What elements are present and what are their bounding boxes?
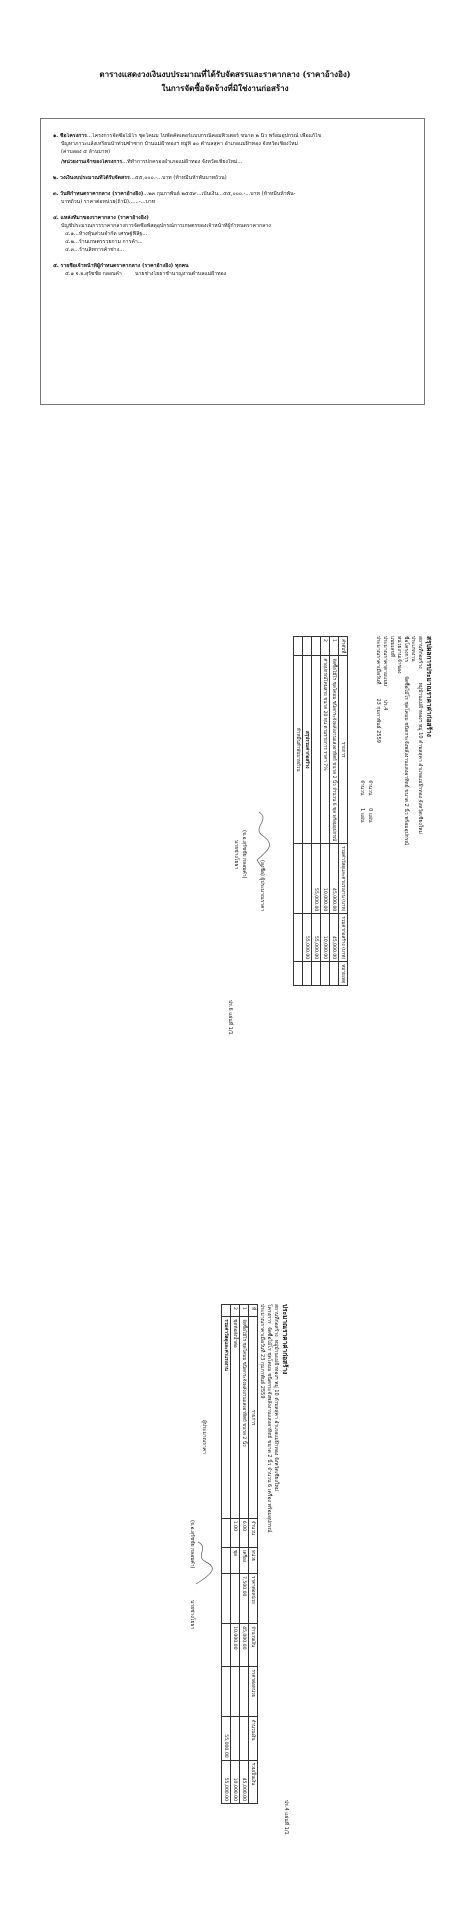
summary-field-value: 23 กุมภาพันธ์ 2559: [375, 698, 381, 743]
col-no: ลำดับที่: [339, 637, 348, 656]
page3-rotated: [182, 1300, 292, 1860]
estimate-table: [221, 1304, 258, 1804]
item1-text: ...โครงการจัดซื้อไม้โร ชุดโคมม ไบพัดคัตเตอร์แบบกรณีคอมพิวเตอร์ ขนาด ๒ นิ้ว พร้อมอุปกรณ์ เพื่อแก้ไข: [86, 133, 322, 139]
project-info-box: [40, 118, 425, 405]
summary-field-label: หน่วยงานเจ้าของ: [396, 636, 402, 674]
item4-3: ๔.๓...ร้านลิทการค้าช่าง...: [65, 247, 125, 253]
agency-label: /หน่วยงานเจ้าของโครงการ: [61, 159, 123, 165]
summary-table: [293, 636, 348, 986]
place-row: สถานที่ก่อสร้าง หมู่บ้านแม่ฝ้าทองฯ หมู่ 10 ตำบลสุคา อำเภอแม่ฝ้าทอง จังหวัดเชียงใหม่: [273, 1304, 279, 1492]
summary-field-value: จัดซื้อไม้โร ชุดโคมม ชนิดกระจังพลังงานแสงอาทิตย์ ขนาด 2 นิ้ว พร้อมอุปกรณ์: [403, 676, 409, 846]
summary-field-value: ปร.4: [382, 699, 388, 711]
summary-field: [402, 636, 410, 845]
estimate-signer-title: นายช่างโยธา: [189, 1600, 195, 1630]
item3-text: ...๒๓ กุมภาพันธ์ ๒๕๕๙...เป็นเงิน...๕๕,๐๐๐.-...บาท (ห้าหมื่นห้าพัน-: [143, 191, 296, 197]
item1-label: ๑. ชื่อโครงการ: [53, 133, 87, 139]
summary-field: [388, 636, 396, 671]
page3-number: ปร.4 แผ่นที่ 1/1: [283, 1800, 289, 1835]
col-note: หมายเหตุ: [339, 962, 348, 986]
agency-row: [61, 159, 414, 166]
summary-field: [374, 636, 382, 743]
summary-field-label: ประมาณราคาตามแบบ: [382, 636, 388, 686]
sum-text-row: ห้าหมื่นห้าพันบาทถ้วน: [294, 637, 303, 986]
item5-1-row: [65, 271, 414, 278]
project-row: โครงการ จัดซื้อไม้โร ชุดโคมม ชนิดกระจังพลังงานแสงอาทิตย์ ขนาด 2 นิ้ว จำนวน 6 เครื่อง พร้อมอุปกรณ์: [266, 1304, 272, 1533]
item4-2: ๔.๒...ร้านเกษตรรวยกาม การค้า...: [65, 239, 143, 245]
sum-row: สรุปรวมค่าก่อสร้าง 55,000.00: [303, 637, 312, 986]
col-item: รายการ: [339, 656, 348, 844]
agency-text: ...ที่ทำการปกครองอำเภอแม่ฝ้าทอง จังหวัดเชียงใหม่...: [122, 159, 243, 165]
summary-title: สรุปผลการประมาณราคาค่าก่อสร้าง: [425, 636, 433, 737]
estimate-signer-name: (จ.อ.สุรัชชัย กลอบคำ): [189, 1520, 195, 1569]
page2-number: ปร.6 แผ่นที่ 1/1: [227, 1000, 233, 1035]
table-row: 55,000.00 55,000.00: [312, 637, 321, 986]
signer1-label: (ลงชื่อ) ผู้ประมาณราคา: [259, 860, 265, 912]
item3-text2: บาทถ้วน) ราคาต่อหน่วย(ถ้ามี)......-...บาท: [61, 199, 156, 205]
item5-1-name: ๕.๑ จ.อ.สุรัชชัย กลอบคำ: [65, 271, 122, 277]
estimate-sum-row: รวมค่าวัสดุและค่าแรงงาน 55,000.00 55,000.00: [222, 1305, 231, 1804]
estimate-title: ประมาณราคาค่าก่อสร้าง: [281, 1304, 289, 1375]
item3-label: ๓. วันที่กำหนดราคากลาง (ราคาอ้างอิง): [53, 191, 144, 197]
item1-row: [53, 133, 414, 140]
summary-field: [395, 636, 403, 687]
item2-row: [53, 175, 414, 182]
summary-field: [416, 636, 424, 834]
item1-text3: (ค่าบลอง ๕ ล้านบาท): [61, 149, 111, 155]
item4-1: ๔.๑...ห้างหุ้นส่วนจำกัด เศรษฐ์ฟิลิฐ...: [65, 231, 148, 237]
item4-text: บัญชีประมาณการราคากลางการจัดซื้อพัสดุอุปกรณ์การเกษตรของเจ้าหน้าที่ผู้กำหนดราคากลาง: [61, 223, 271, 229]
col-material: รวมค่าวัสดุและค่าแรงงาน (บาท): [339, 844, 348, 914]
summary-field: [381, 636, 389, 711]
count-row-2: จำนวน 1 แผ่น: [359, 780, 365, 823]
estimate-table-header: ที่ รายการ จำนวน หน่วย ราคาต่อหน่วย จำนวนเงิน ราคาต่อหน่วย จำนวนเงิน รวมเป็นเงิน: [249, 1305, 258, 1804]
signature-1: [249, 810, 273, 870]
summary-field-label: แบบเลขที่: [389, 636, 395, 658]
page1-title-line1: ตารางแสดงวงเงินงบประมาณที่ได้รับจัดสรรและราคากลาง (ราคาอ้างอิง): [99, 69, 351, 79]
col-total: รวมค่าก่อสร้าง (บาท): [339, 914, 348, 962]
date-row: ประมาณราคาเมื่อวันที่ 23 กุมภาพันธ์ 2559: [259, 1304, 265, 1399]
summary-field-label: สถานที่ก่อสร้าง: [417, 636, 423, 669]
item2-label: ๒. วงเงินงบประมาณที่ได้รับจัดสรร: [53, 175, 130, 181]
page1-title-line2: ในการจัดซื้อจัดจ้างที่มิใช่งานก่อสร้าง: [161, 83, 289, 93]
summary-field-value: หมู่บ้านแม่ฝ้าทองฯ หมู่ 10 ตำบลสุคา อำเภอแม่ฝ้าทอง จังหวัดเชียงใหม่: [417, 682, 423, 834]
item3-row: [53, 191, 414, 198]
table-row: 1 จัดซื้อไม้โร ชุดโคมม ชนิดกระจังพลังงานแสงอาทิตย์ ขนาด 2 นิ้ว 6.00 เครื่อง 7,500.00 45,000.00 45,000.00: [240, 1305, 249, 1804]
table-row: 1 จัดซื้อไม้โร ชุดโคมม ชนิดกระจังพลังงานแสงอาทิตย์ ขนาด 2 นิ้ว จำนวน 6 ชุด พร้อมอุปกรณ์ 45,000.00 45,000.00: [330, 637, 339, 986]
count-row-1: จำนวน 0 แผ่น: [367, 780, 373, 823]
table-row: 2 ชุดท่อส่งน้ำต่อ 1.00 ชุด 10,000.00 10,000.00: [231, 1305, 240, 1804]
signer1-title: นายช่างโยธา: [233, 840, 239, 870]
page2-rotated: [218, 630, 438, 1050]
summary-field-label: ประเภทงาน: [410, 636, 416, 662]
summary-page: [218, 630, 438, 1050]
item1-text2: ปัญหาภาวะแล้งเหรียนน้ำท่วมซ้ำซาก บ้านแม่ฝ้าทองฯ หมู่ที่ ๑๐ ตำบลสุคา อำเภอแม่ฝ้าทอง จังหวัดเชียงใหม่: [61, 141, 298, 147]
estimate-page: [182, 1300, 292, 1860]
summary-field-label: ประมาณราคาเมื่อวันที่: [375, 636, 381, 685]
signer1-name: (จ.อ.สุรัชชัย กลอบคำ): [241, 830, 247, 879]
summary-field: [409, 636, 417, 676]
item4-label: ๔. แหล่งที่มาของราคากลาง (ราคาอ้างอิง): [53, 215, 149, 221]
table-row: 2 ค่าอุปกรณ์โคมสาย ขนาด 20 หุน ตามรายการ ราคา 7% 10,000.00 10,000.00: [321, 637, 330, 986]
item5-label: ๕. รายชื่อเจ้าหน้าที่ผู้กำหนดราคากลาง (ราคาอ้างอิง) ทุกคน: [53, 263, 189, 269]
summary-field-label: ชื่อโครงการ: [403, 636, 409, 663]
item5-1-position: นายช่างโยธาชำนาญงานตำบลแม่ฝ้าทอง: [134, 271, 227, 277]
summary-table-header: [339, 637, 348, 986]
item2-text: ...๕๕,๐๐๐.-...บาท (ห้าหมื่นห้าพันบาทถ้วน): [129, 175, 227, 181]
estimate-signer: ผู้ประมาณราคา: [201, 1420, 207, 1454]
